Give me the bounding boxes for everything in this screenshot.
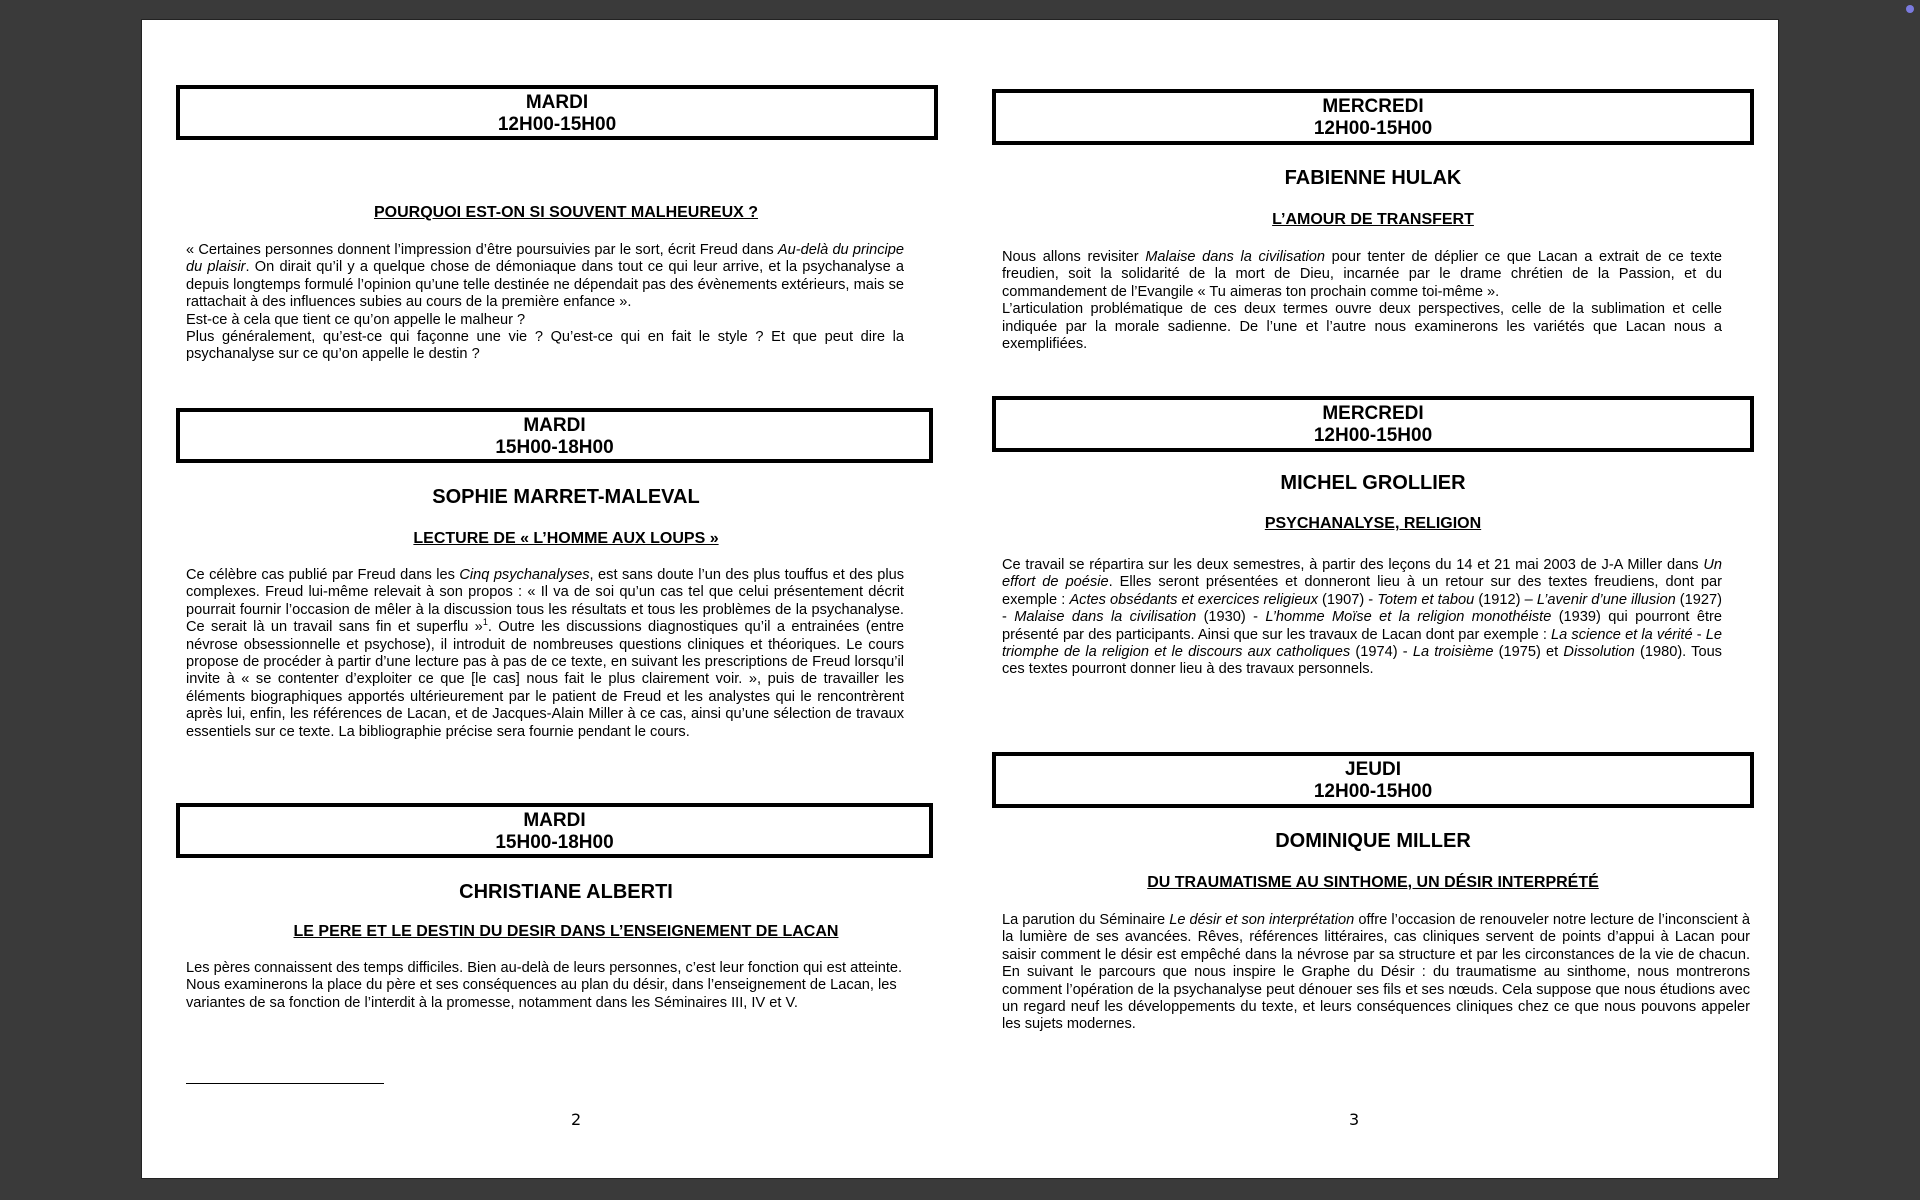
course-title: L’AMOUR DE TRANSFERT	[1272, 211, 1474, 228]
course-title: LECTURE DE « L’HOMME AUX LOUPS »	[413, 530, 719, 547]
footnote-ref[interactable]: 1	[482, 617, 488, 628]
page-number: 2	[571, 1110, 582, 1129]
course-title: PSYCHANALYSE, RELIGION	[1264, 515, 1482, 532]
window-indicator-dot	[1906, 5, 1914, 13]
schedule-box	[176, 408, 933, 463]
course-title: POURQUOI EST-ON SI SOUVENT MALHEUREUX ?	[373, 204, 759, 221]
speaker-name: SOPHIE MARRET-MALEVAL	[432, 486, 700, 508]
course-description: Ce célèbre cas publié par Freud dans les Cinq psychanalyses, est sans doute l’un des plus touffus et des plus complexes. Freud lui-même relevait à son propos : « Il va de soi qu’un cas tel que celui présentement décrit pourrait fournir l’occasion de mêler à la discussion tous les résultats et tous les problèmes de la psychanalyse. Ce serait là un travail sans fin et superflu »$^1$. Outre les discussions diagnostiques qu’il a entrainées (entre névrose obsessionnelle et psychose), il introduit de nombreuses questions cliniques et théoriques. Le cours propose de procéder à partir d’une lecture pas à pas de ce texte, en suivant les prescriptions de Freud lorsqu’il invite à « se contenter d’exploiter ce que [le cas] nous fait le plus clairement voir. », puis de travailler les éléments biographiques apportés ultérieurement par le patient de Freud et les analystes qui le rencontrèrent après lui, enfin, les références de Lacan, et de Jacques-Alain Miller à ce cas, ainsi qu’une sélection de travaux essentiels sur ce texte. La bibliographie précise sera fournie pendant le cours.	[186, 567, 905, 740]
speaker-name: CHRISTIANE ALBERTI	[459, 881, 673, 903]
schedule-day: MERCREDI	[1322, 96, 1424, 117]
course-description: Nous allons revisiter Malaise dans la civilisation pour tenter de déplier ce que Lacan a extrait de ce texte freudien, soit la solidarité de la mort de Dieu, incarnée par le drame chrétien de la Passion, et du commandement de l’Evangile « Tu aimeras ton prochain comme toi-même ». L’articulation problématique de ces deux termes ouvre deux perspectives, celle de la sublimation et celle indiquée par la morale sadienne. De l’une et l’autre nous examinerons les variétés que Lacan nous a exemplifiées.	[1002, 249, 1722, 353]
schedule-box	[992, 396, 1754, 452]
schedule-time: 12H00-15H00	[1313, 425, 1433, 446]
schedule-day: JEUDI	[1345, 759, 1401, 780]
schedule-box	[176, 803, 933, 858]
speaker-name: DOMINIQUE MILLER	[1275, 830, 1471, 852]
schedule-day: MERCREDI	[1322, 403, 1424, 424]
schedule-day: MARDI	[525, 92, 589, 113]
schedule-time: 12H00-15H00	[1313, 781, 1433, 802]
schedule-day: MARDI	[523, 810, 586, 831]
schedule-time: 15H00-18H00	[495, 832, 614, 853]
schedule-time: 12H00-15H00	[1313, 118, 1433, 139]
schedule-box	[992, 752, 1754, 808]
speaker-name: MICHEL GROLLIER	[1280, 472, 1466, 494]
course-description: « Certaines personnes donnent l’impression d’être poursuivies par le sort, écrit Freud dans Au-delà du principe du plaisir. On dirait qu’il y a quelque chose de démoniaque dans tout ce qui leur arrive, et la psychanalyse a depuis longtemps formulé l’opinion qu’une telle destinée ne dépendait pas des évènements extérieurs, mais se rattachait à des influences subies au cours de la première enfance ». Est-ce à cela que tient ce qu’on appelle le malheur ? Plus généralement, qu’est-ce qui façonne une vie ? Qu’est-ce qui en fait le style ? Et que peut dire la psychanalyse sur ce qu’on appelle le destin ?	[186, 242, 905, 363]
speaker-name: FABIENNE HULAK	[1284, 167, 1462, 189]
course-description: La parution du Séminaire Le désir et son interprétation offre l’occasion de renouveler notre lecture de l’inconscient à la lumière de ses avancées. Rêves, références littéraires, cas cliniques servent de points d’appui à Lacan pour saisir comment le désir est empêché dans la névrose par sa structure et par les circonstances de la vie de chacun. En suivant le parcours que nous inspire le Graphe du Désir : du traumatisme au sinthome, nous montrerons comment l’opération de la psychanalyse peut dénouer ses fils et ses nœuds. Cela suppose que nous étudions avec un regard neuf les développements du texte, et leurs conséquences cliniques chez ce que nous pouvons appeler les sujets modernes.	[1002, 912, 1751, 1033]
footnote-separator	[186, 1083, 384, 1084]
course-title: LE PERE ET LE DESTIN DU DESIR DANS L’ENSEIGNEMENT DE LACAN	[293, 923, 839, 940]
course-description: Les pères connaissent des temps difficiles. Bien au-delà de leurs personnes, c’est leur fonction qui est atteinte. Nous examinerons la place du père et ses conséquences au plan du désir, dans l’enseignement de Lacan, les variantes de sa fonction de l’interdit à la promesse, notamment dans les Séminaires III, IV et V.	[186, 960, 903, 1011]
schedule-time: 15H00-18H00	[495, 437, 614, 458]
schedule-time: 12H00-15H00	[497, 114, 617, 135]
page-number: 3	[1349, 1110, 1360, 1129]
document-spread	[142, 20, 1778, 1178]
course-description: Ce travail se répartira sur les deux semestres, à partir des leçons du 14 et 21 mai 2003 de J-A Miller dans Un effort de poésie. Elles seront présentées et donneront lieu à un retour sur des textes freudiens, dont par exemple : Actes obsédants et exercices religieux (1907) - Totem et tabou (1912) – L’avenir d’une illusion (1927) - Malaise dans la civilisation (1930) - L’homme Moïse et la religion monothéiste (1939) qui pourront être présenté par des participants. Ainsi que sur les travaux de Lacan dont par exemple : La science et la vérité - Le triomphe de la religion et le discours aux catholiques (1974) - La troisième (1975) et Dissolution (1980). Tous ces textes pourront donner lieu à des travaux personnels.	[1002, 557, 1723, 678]
schedule-box	[176, 85, 938, 140]
course-title: DU TRAUMATISME AU SINTHOME, UN DÉSIR INTERPRÉTÉ	[1147, 874, 1599, 891]
schedule-box	[992, 89, 1754, 145]
schedule-day: MARDI	[523, 415, 586, 436]
